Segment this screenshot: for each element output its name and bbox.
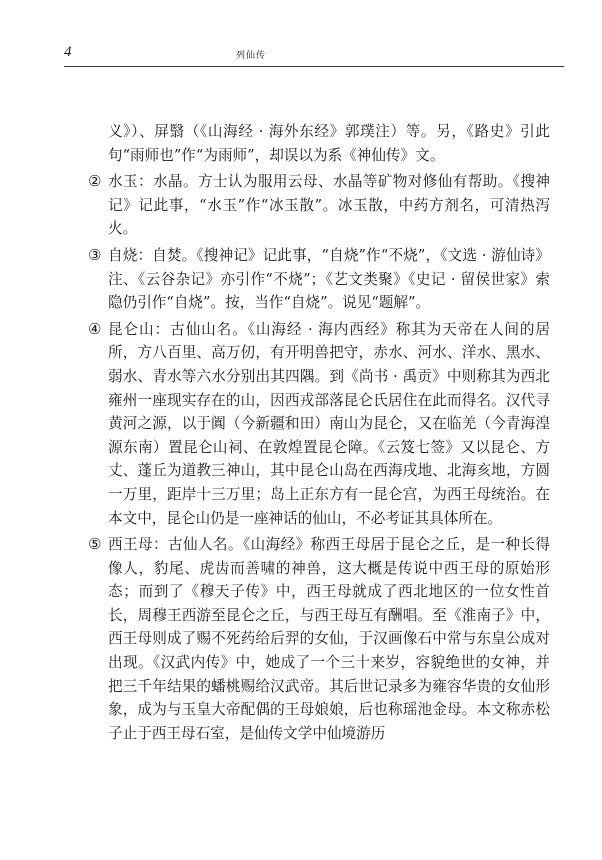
note-item — [88, 533, 550, 745]
running-title: 列仙传 — [236, 51, 267, 61]
note-text: 昆仑山：古仙山名。《山海经 · 海内西经》称其为天帝在人间的居所，方八百里、高万仞，有开明兽把守，赤水、河水、洋水、黑水、弱水、青水等六水分别出其四隅。到《尚书 · 禹贡》中则称其为西北雍州一座现实存在的山，因西戎部落昆仑氏居住在此而得名。汉代寻黄河之源，以于阗（今新疆和田）南山为昆仑，又在临羌（今青海湟源东南）置昆仑山祠、在敦煌置昆仑障。《云笈七签》又以昆仑、方丈、蓬丘为道教三神山，其中昆仑山岛在西海戌地、北海亥地，方圆一万里，距岸十三万里；岛上正东方有一昆仑宫，为西王母统治。在本文中，昆仑山仍是一座神话的仙山，不必考证其具体所在。 — [108, 320, 550, 527]
note-number: ④ — [88, 319, 102, 338]
page-header — [64, 44, 564, 66]
note-item — [88, 170, 550, 241]
note-item — [88, 244, 550, 315]
note-text: 自烧：自焚。《搜神记》记此事，“自烧”作“不烧”，《文选 · 游仙诗》注、《云谷杂记》亦引作“不烧”；《艺文类聚》《史记 · 留侯世家》索隐仍引作“自烧”。按，当作“自烧”。说见“题解”。 — [108, 246, 550, 312]
note-number: ② — [88, 172, 102, 191]
notes-body — [88, 120, 550, 748]
note-text: 水玉：水晶。方士认为服用云母、水晶等矿物对修仙有帮助。《搜神记》记此事，“水玉”作“冰玉散”。冰玉散，中药方剂名，可清热泻火。 — [108, 173, 550, 238]
page-number: 4 — [64, 44, 72, 60]
note-item — [88, 318, 550, 530]
note-number: ⑤ — [88, 535, 102, 554]
note-continuation: 义》）、屏翳（《山海经 · 海外东经》郭璞注）等。另，《路史》引此句“雨师也”作“为雨师”，却误以为系《神仙传》文。 — [108, 123, 550, 164]
note-text: 西王母：古仙人名。《山海经》称西王母居于昆仑之丘，是一种长得像人，豹尾、虎齿而善啸的神兽，这大概是传说中西王母的原始形态；而到了《穆天子传》中，西王母就成了西北地区的一位女性首长，周穆王西游至昆仑之丘，与西王母互有酬唱。至《淮南子》中，西王母则成了赐不死药给后羿的女仙，于汉画像石中常与东皇公成对出现。《汉武内传》中，她成了一个三十来岁，容貌绝世的女神，并把三千年结果的蟠桃赐给汉武帝。其后世记录多为雍容华贵的女仙形象，成为与玉皇大帝配偶的王母娘娘，后也称瑶池金母。本文称赤松子止于西王母石室，是仙传文学中仙境游历 — [108, 536, 550, 742]
header-rule — [64, 66, 564, 67]
note-number: ③ — [88, 245, 102, 264]
